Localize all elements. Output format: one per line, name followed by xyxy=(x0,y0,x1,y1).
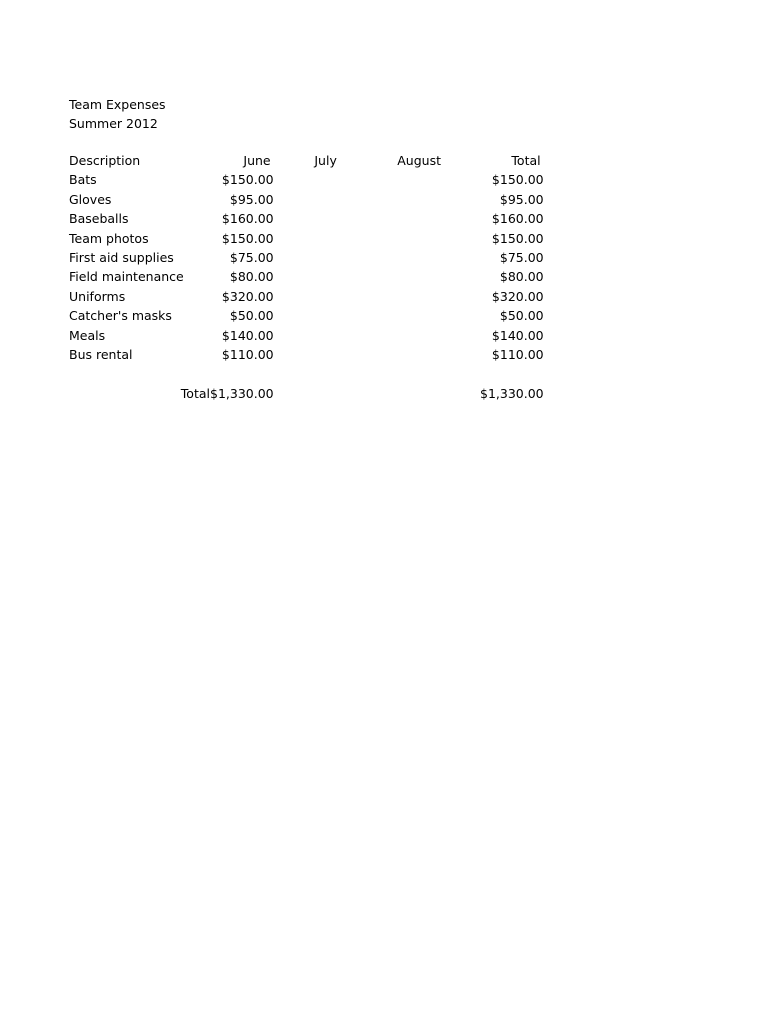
header-total: Total xyxy=(511,153,541,168)
row-june: $320.00 xyxy=(221,288,274,304)
table-row xyxy=(69,190,544,209)
row-total: $150.00 xyxy=(491,172,544,188)
row-june: $160.00 xyxy=(221,211,274,227)
row-description: Baseballs xyxy=(69,211,129,227)
row-total: $50.00 xyxy=(499,308,544,324)
row-june: $50.00 xyxy=(229,308,274,324)
row-july xyxy=(274,287,364,306)
row-june: $110.00 xyxy=(221,347,274,363)
row-august xyxy=(364,267,459,286)
row-description: Bus rental xyxy=(69,347,133,363)
row-august xyxy=(364,326,459,345)
totals-row xyxy=(69,384,544,403)
totals-total: $1,330.00 xyxy=(480,385,544,401)
row-total: $140.00 xyxy=(491,327,544,343)
table-row xyxy=(69,326,544,345)
row-total: $150.00 xyxy=(491,230,544,246)
row-august xyxy=(364,170,459,189)
row-august xyxy=(364,209,459,228)
spacer-cell xyxy=(69,364,544,383)
row-july xyxy=(274,209,364,228)
row-june: $80.00 xyxy=(229,269,274,285)
row-july xyxy=(274,190,364,209)
spacer-row xyxy=(69,364,544,383)
row-total: $320.00 xyxy=(491,288,544,304)
header-row xyxy=(69,151,544,170)
row-description: Field maintenance xyxy=(69,269,184,285)
row-august xyxy=(364,306,459,325)
table-row xyxy=(69,248,544,267)
row-description: Uniforms xyxy=(69,288,126,304)
row-total: $95.00 xyxy=(499,191,544,207)
document-subtitle: Summer 2012 xyxy=(69,116,158,131)
row-july xyxy=(274,170,364,189)
table-row xyxy=(69,267,544,286)
header-july: July xyxy=(314,153,337,168)
title-block xyxy=(69,95,166,133)
table-row xyxy=(69,170,544,189)
table-row xyxy=(69,209,544,228)
row-july xyxy=(274,229,364,248)
row-description: Team photos xyxy=(69,230,149,246)
row-july xyxy=(274,306,364,325)
expenses-table xyxy=(69,151,544,403)
row-june: $95.00 xyxy=(229,191,274,207)
row-total: $80.00 xyxy=(499,269,544,285)
row-august xyxy=(364,229,459,248)
header-june: June xyxy=(243,153,271,168)
totals-july xyxy=(274,384,364,403)
row-august xyxy=(364,287,459,306)
row-august xyxy=(364,190,459,209)
totals-august xyxy=(364,384,459,403)
row-description: Gloves xyxy=(69,191,112,207)
row-description: First aid supplies xyxy=(69,250,174,266)
table-row xyxy=(69,229,544,248)
document-title: Team Expenses xyxy=(69,97,166,112)
header-description: Description xyxy=(69,153,141,168)
row-total: $110.00 xyxy=(491,347,544,363)
row-july xyxy=(274,267,364,286)
row-july xyxy=(274,248,364,267)
row-august xyxy=(364,345,459,364)
row-june: $150.00 xyxy=(221,172,274,188)
row-june: $140.00 xyxy=(221,327,274,343)
row-august xyxy=(364,248,459,267)
row-description: Catcher's masks xyxy=(69,308,172,324)
row-description: Bats xyxy=(69,172,97,188)
row-description: Meals xyxy=(69,327,106,343)
totals-label: Total xyxy=(180,385,210,401)
row-total: $75.00 xyxy=(499,250,544,266)
row-total: $160.00 xyxy=(491,211,544,227)
row-july xyxy=(274,326,364,345)
header-august: August xyxy=(397,153,441,168)
table-row xyxy=(69,287,544,306)
row-july xyxy=(274,345,364,364)
table-row xyxy=(69,345,544,364)
table-row xyxy=(69,306,544,325)
row-june: $150.00 xyxy=(221,230,274,246)
row-june: $75.00 xyxy=(229,250,274,266)
totals-june: $1,330.00 xyxy=(210,385,274,401)
